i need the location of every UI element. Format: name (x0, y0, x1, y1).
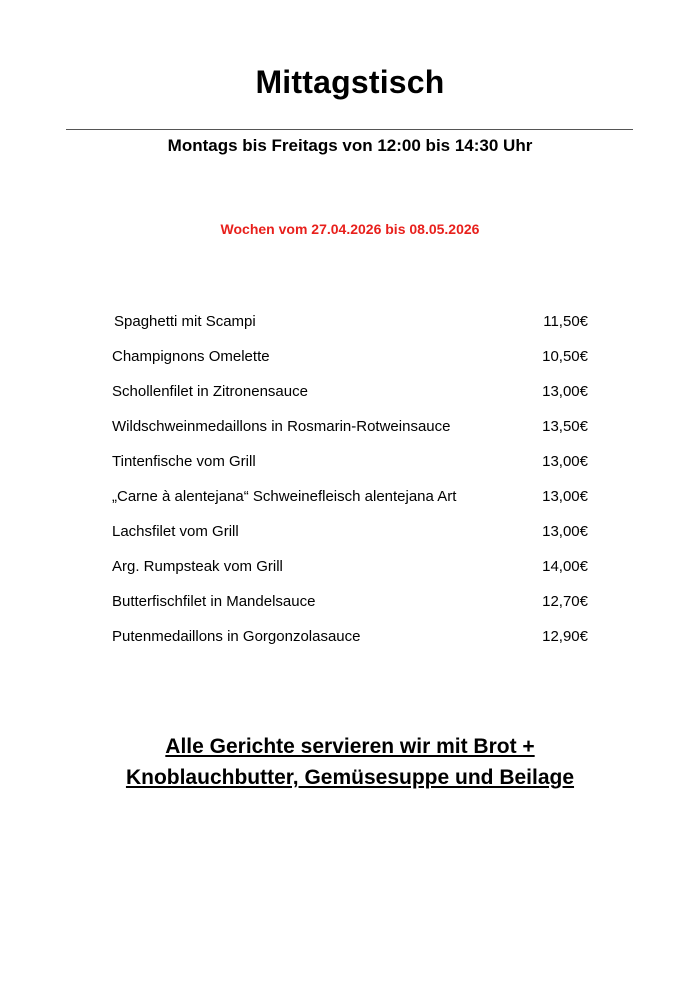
menu-item (112, 343, 592, 378)
menu-item (112, 623, 592, 658)
dish-name: „Carne à alentejana“ Schweinefleisch alentejana Art (112, 488, 457, 505)
footer-line-2: Knoblauchbutter, Gemüsesuppe und Beilage (125, 766, 575, 789)
dish-name: Arg. Rumpsteak vom Grill (112, 558, 283, 575)
dish-name: Champignons Omelette (112, 348, 270, 365)
dish-name: Lachsfilet vom Grill (112, 523, 239, 540)
menu-list (112, 308, 592, 658)
dish-price: 13,00€ (542, 488, 588, 505)
dish-price: 10,50€ (542, 348, 588, 365)
opening-hours: Montags bis Freitags von 12:00 bis 14:30 Uhr (167, 136, 533, 155)
dish-name: Wildschweinmedaillons in Rosmarin-Rotweinsauce (112, 418, 451, 435)
menu-item (112, 518, 592, 553)
title-divider (66, 129, 633, 130)
dish-name: Putenmedaillons in Gorgonzolasauce (112, 628, 361, 645)
dish-price: 14,00€ (542, 558, 588, 575)
menu-item (112, 553, 592, 588)
footer-line-1: Alle Gerichte servieren wir mit Brot + (165, 735, 535, 758)
footer-note (0, 731, 700, 793)
menu-item (112, 378, 592, 413)
menu-item (112, 308, 592, 343)
menu-item (112, 448, 592, 483)
dish-name: Spaghetti mit Scampi (114, 313, 256, 330)
dish-name: Schollenfilet in Zitronensauce (112, 383, 308, 400)
dish-name: Tintenfische vom Grill (112, 453, 256, 470)
menu-item (112, 483, 592, 518)
dish-price: 13,00€ (542, 453, 588, 470)
dish-price: 12,90€ (542, 628, 588, 645)
dish-name: Butterfischfilet in Mandelsauce (112, 593, 316, 610)
dish-price: 12,70€ (542, 593, 588, 610)
dish-price: 11,50€ (543, 313, 588, 330)
dish-price: 13,00€ (542, 383, 588, 400)
page-title: Mittagstisch (255, 64, 445, 100)
weeks-date-range: Wochen vom 27.04.2026 bis 08.05.2026 (220, 221, 480, 237)
menu-item (112, 588, 592, 623)
dish-price: 13,50€ (542, 418, 588, 435)
menu-item (112, 413, 592, 448)
dish-price: 13,00€ (542, 523, 588, 540)
